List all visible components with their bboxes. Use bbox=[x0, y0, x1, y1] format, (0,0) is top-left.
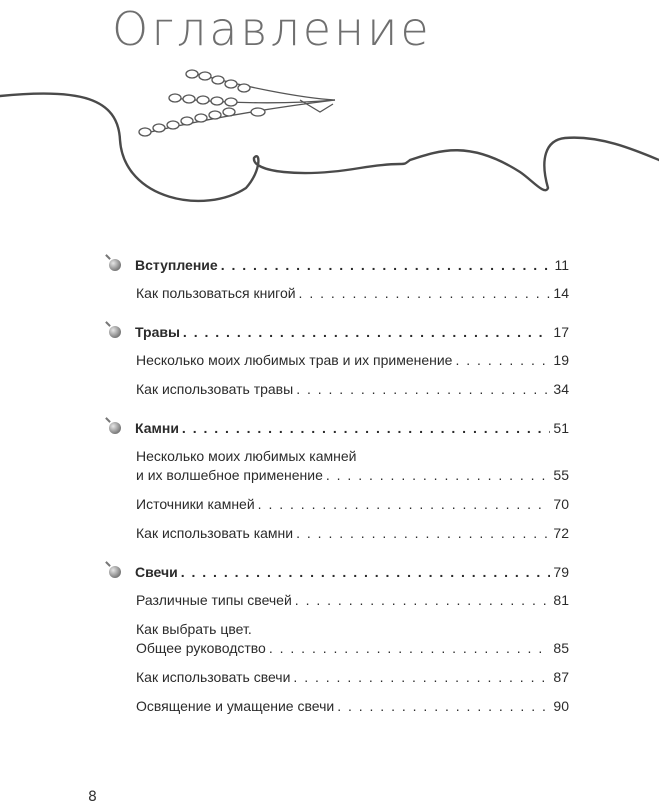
page-number: 11 bbox=[554, 257, 569, 273]
page-number: 79 bbox=[553, 564, 569, 580]
toc-section-introduction bbox=[109, 256, 569, 303]
folio-page-number: 8 bbox=[88, 789, 97, 805]
berry-bullet-icon bbox=[109, 259, 121, 271]
swirl-line bbox=[0, 93, 659, 200]
page-number: 14 bbox=[553, 285, 569, 301]
berry-bullet-icon bbox=[109, 566, 121, 578]
page-number: 55 bbox=[553, 467, 569, 483]
entry-title-line: и их волшебное применение bbox=[136, 467, 323, 483]
toc-section-heading[interactable] bbox=[109, 563, 569, 582]
berry-bullet-icon bbox=[109, 326, 121, 338]
toc-section-heading[interactable] bbox=[109, 419, 569, 438]
toc-entry[interactable] bbox=[109, 447, 569, 485]
berry-bullet-icon bbox=[109, 422, 121, 434]
toc-entry[interactable] bbox=[109, 620, 569, 658]
dot-leader bbox=[221, 256, 552, 275]
page-title: Оглавление bbox=[112, 2, 432, 56]
entry-title: Как использовать камни bbox=[136, 525, 294, 541]
toc-section-herbs bbox=[109, 323, 569, 399]
entry-title: Как использовать свечи bbox=[136, 669, 291, 685]
dot-leader bbox=[337, 697, 550, 716]
table-of-contents bbox=[109, 256, 569, 736]
section-title: Свечи bbox=[135, 564, 178, 580]
dot-leader bbox=[258, 495, 551, 514]
toc-section-heading[interactable] bbox=[109, 323, 569, 342]
entry-title: Освящение и умащение свечи bbox=[136, 698, 335, 714]
dot-leader bbox=[299, 284, 551, 303]
toc-entry[interactable] bbox=[109, 380, 569, 399]
dot-leader bbox=[296, 380, 550, 399]
page-number: 81 bbox=[553, 592, 569, 608]
page-number: 19 bbox=[553, 352, 569, 368]
dot-leader bbox=[269, 639, 551, 658]
entry-title-line: Как выбрать цвет. bbox=[136, 621, 252, 637]
toc-entry[interactable] bbox=[109, 495, 569, 514]
toc-entry[interactable] bbox=[109, 351, 569, 370]
page-number: 70 bbox=[553, 496, 569, 512]
dot-leader bbox=[455, 351, 550, 370]
page-number: 85 bbox=[553, 640, 569, 656]
entry-title: Как пользоваться книгой bbox=[136, 285, 296, 301]
entry-title: Как использовать травы bbox=[136, 381, 294, 397]
entry-title: Различные типы свечей bbox=[136, 592, 292, 608]
dot-leader bbox=[182, 419, 551, 438]
toc-entry[interactable] bbox=[109, 668, 569, 687]
toc-section-stones bbox=[109, 419, 569, 543]
page-number: 34 bbox=[553, 381, 569, 397]
dot-leader bbox=[183, 323, 551, 342]
section-title: Вступление bbox=[135, 257, 218, 273]
toc-entry[interactable] bbox=[109, 697, 569, 716]
toc-entry[interactable] bbox=[109, 284, 569, 303]
page-number: 72 bbox=[553, 525, 569, 541]
entry-title: Источники камней bbox=[136, 496, 255, 512]
toc-entry[interactable] bbox=[109, 524, 569, 543]
section-title: Камни bbox=[135, 420, 179, 436]
section-title: Травы bbox=[135, 324, 180, 340]
dot-leader bbox=[295, 591, 551, 610]
toc-section-candles bbox=[109, 563, 569, 716]
toc-section-heading[interactable] bbox=[109, 256, 569, 275]
dot-leader bbox=[296, 524, 550, 543]
lavender-sprig-icon bbox=[139, 70, 335, 136]
dot-leader bbox=[181, 563, 551, 582]
lavender-swirl-illustration bbox=[0, 0, 659, 230]
page-number: 87 bbox=[553, 669, 569, 685]
entry-title-line: Несколько моих любимых камней bbox=[136, 448, 357, 464]
dot-leader bbox=[326, 466, 551, 485]
entry-title-line: Общее руководство bbox=[136, 640, 266, 656]
page-number: 17 bbox=[553, 324, 569, 340]
page-number: 90 bbox=[553, 698, 569, 714]
dot-leader bbox=[293, 668, 550, 687]
page-number: 51 bbox=[553, 420, 569, 436]
toc-entry[interactable] bbox=[109, 591, 569, 610]
entry-title: Несколько моих любимых трав и их применение bbox=[136, 352, 453, 368]
